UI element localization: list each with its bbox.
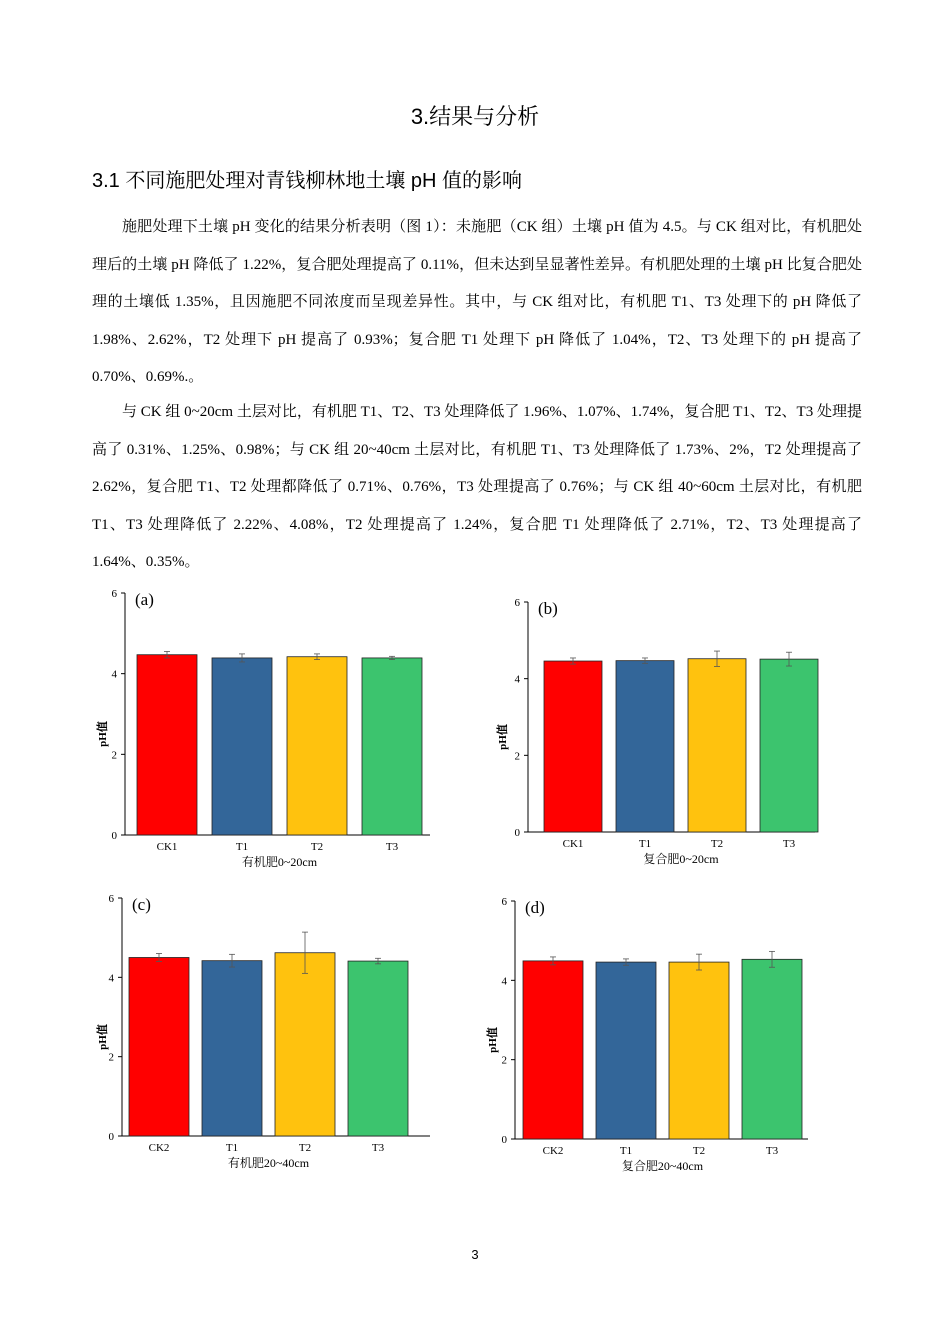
x-axis-label: 复合肥20~40cm <box>621 1159 704 1173</box>
x-tick-label: T2 <box>298 1142 312 1154</box>
y-axis-label: pH值 <box>487 1027 499 1053</box>
chart-d-svg <box>480 891 820 1181</box>
y-tick-label: 4 <box>501 975 507 988</box>
bar-t3 <box>348 961 408 1136</box>
body-paragraph-2: 与 CK 组 0~20cm 土层对比，有机肥 T1、T2、T3 处理降低了 1.96%、1.07%、1.74%，复合肥 T1、T2、T3 处理提高了 0.31%、1.25%、0.98%；与 CK 组 20~40cm 土层对比，有机肥 T1、T3 处理降低了 1.73%、2%，T2 处理提高了 2.62%，复合肥 T1、T2 处理都降低了 0.71%、0.76%，T3 处理提高了 0.76%；与 CK 组 40~60cm 土层对比，有机肥 T1、T3 处理降低了 2.22%、4.08%，T2 处理提高了 1.24%，复合肥 T1 处理降低了 2.71%，T2、T3 处理提高了 1.64%、0.35%。 <box>92 404 862 570</box>
chart-d <box>480 891 820 1181</box>
x-tick-label: T3 <box>385 841 399 853</box>
y-axis-label: pH值 <box>97 1024 109 1050</box>
x-tick-label: T3 <box>765 1145 779 1157</box>
subsection-title: 3.1 不同施肥处理对青钱柳林地土壤 pH 值的影响 <box>92 170 523 192</box>
bar-t2 <box>287 657 347 835</box>
y-tick-label: 2 <box>108 1051 114 1064</box>
y-tick-label: 6 <box>501 896 507 908</box>
chart-a <box>90 585 440 875</box>
x-tick-label: CK2 <box>148 1142 170 1154</box>
bar-t2 <box>275 953 335 1136</box>
x-tick-label: T2 <box>310 841 324 853</box>
bar-ck1 <box>137 655 197 835</box>
body-paragraph-1: 施肥处理下土壤 pH 变化的结果分析表明（图 1）：未施肥（CK 组）土壤 pH 值为 4.5。与 CK 组对比，有机肥处理后的土壤 pH 降低了 1.22%，复合肥处理提高了 0.11%，但未达到呈显著性差异。有机肥处理的土壤 pH 比复合肥处理的土壤低 1.35%，且因施肥不同浓度而呈现差异性。其中，与 CK 组对比，有机肥 T1、T3 处理下的 pH 降低了 1.98%、2.62%，T2 处理下 pH 提高了 0.93%；复合肥 T1 处理下 pH 降低了 1.04%，T2、T3 处理下的 pH 提高了 0.70%、0.69%.。 <box>92 219 862 385</box>
y-tick-label: 4 <box>111 668 117 681</box>
y-tick-label: 0 <box>501 1134 507 1146</box>
x-tick-label: T1 <box>225 1142 239 1154</box>
bar-t3 <box>742 959 802 1139</box>
bar-t2 <box>688 659 746 832</box>
panel-label: (c) <box>132 895 151 914</box>
chart-b-svg <box>490 592 830 872</box>
chart-b <box>490 592 830 872</box>
x-tick-label: T1 <box>638 838 652 850</box>
panel-label: (a) <box>135 590 154 609</box>
y-tick-label: 0 <box>514 827 520 839</box>
panel-label: (b) <box>538 599 558 618</box>
bar-ck2 <box>523 961 583 1139</box>
x-axis-label: 有机肥0~20cm <box>241 855 318 869</box>
y-tick-label: 2 <box>514 750 520 763</box>
section-title: 3.结果与分析 <box>410 104 540 129</box>
x-tick-label: T1 <box>619 1145 633 1157</box>
x-tick-label: T1 <box>235 841 249 853</box>
x-tick-label: CK1 <box>156 841 178 853</box>
x-axis-label: 有机肥20~40cm <box>227 1156 310 1170</box>
bar-t1 <box>616 661 674 832</box>
x-tick-label: T2 <box>710 838 724 850</box>
x-tick-label: CK1 <box>562 838 584 850</box>
bar-t3 <box>760 659 818 832</box>
x-tick-label: T3 <box>371 1142 385 1154</box>
x-tick-label: T2 <box>692 1145 706 1157</box>
bar-t1 <box>212 658 272 835</box>
x-tick-label: CK2 <box>542 1145 564 1157</box>
page-number: 3 <box>471 1247 479 1262</box>
panel-label: (d) <box>525 898 545 917</box>
y-tick-label: 0 <box>111 830 117 842</box>
y-tick-label: 6 <box>514 597 520 609</box>
y-tick-label: 2 <box>501 1054 507 1067</box>
y-tick-label: 4 <box>514 673 520 686</box>
y-tick-label: 4 <box>108 972 114 985</box>
chart-c <box>90 888 430 1178</box>
bar-t1 <box>202 961 262 1136</box>
bar-t3 <box>362 658 422 835</box>
x-axis-label: 复合肥0~20cm <box>643 852 719 866</box>
bar-t2 <box>669 962 729 1139</box>
chart-c-svg <box>90 888 430 1178</box>
x-tick-label: T3 <box>782 838 796 850</box>
chart-a-svg <box>90 585 440 875</box>
y-tick-label: 2 <box>111 749 117 762</box>
y-tick-label: 6 <box>108 893 114 905</box>
bar-ck1 <box>544 661 602 832</box>
y-axis-label: pH值 <box>497 724 509 750</box>
y-axis-label: pH值 <box>97 721 109 747</box>
y-tick-label: 0 <box>108 1131 114 1143</box>
bar-t1 <box>596 962 656 1139</box>
y-tick-label: 6 <box>111 588 117 600</box>
bar-ck2 <box>129 958 189 1137</box>
